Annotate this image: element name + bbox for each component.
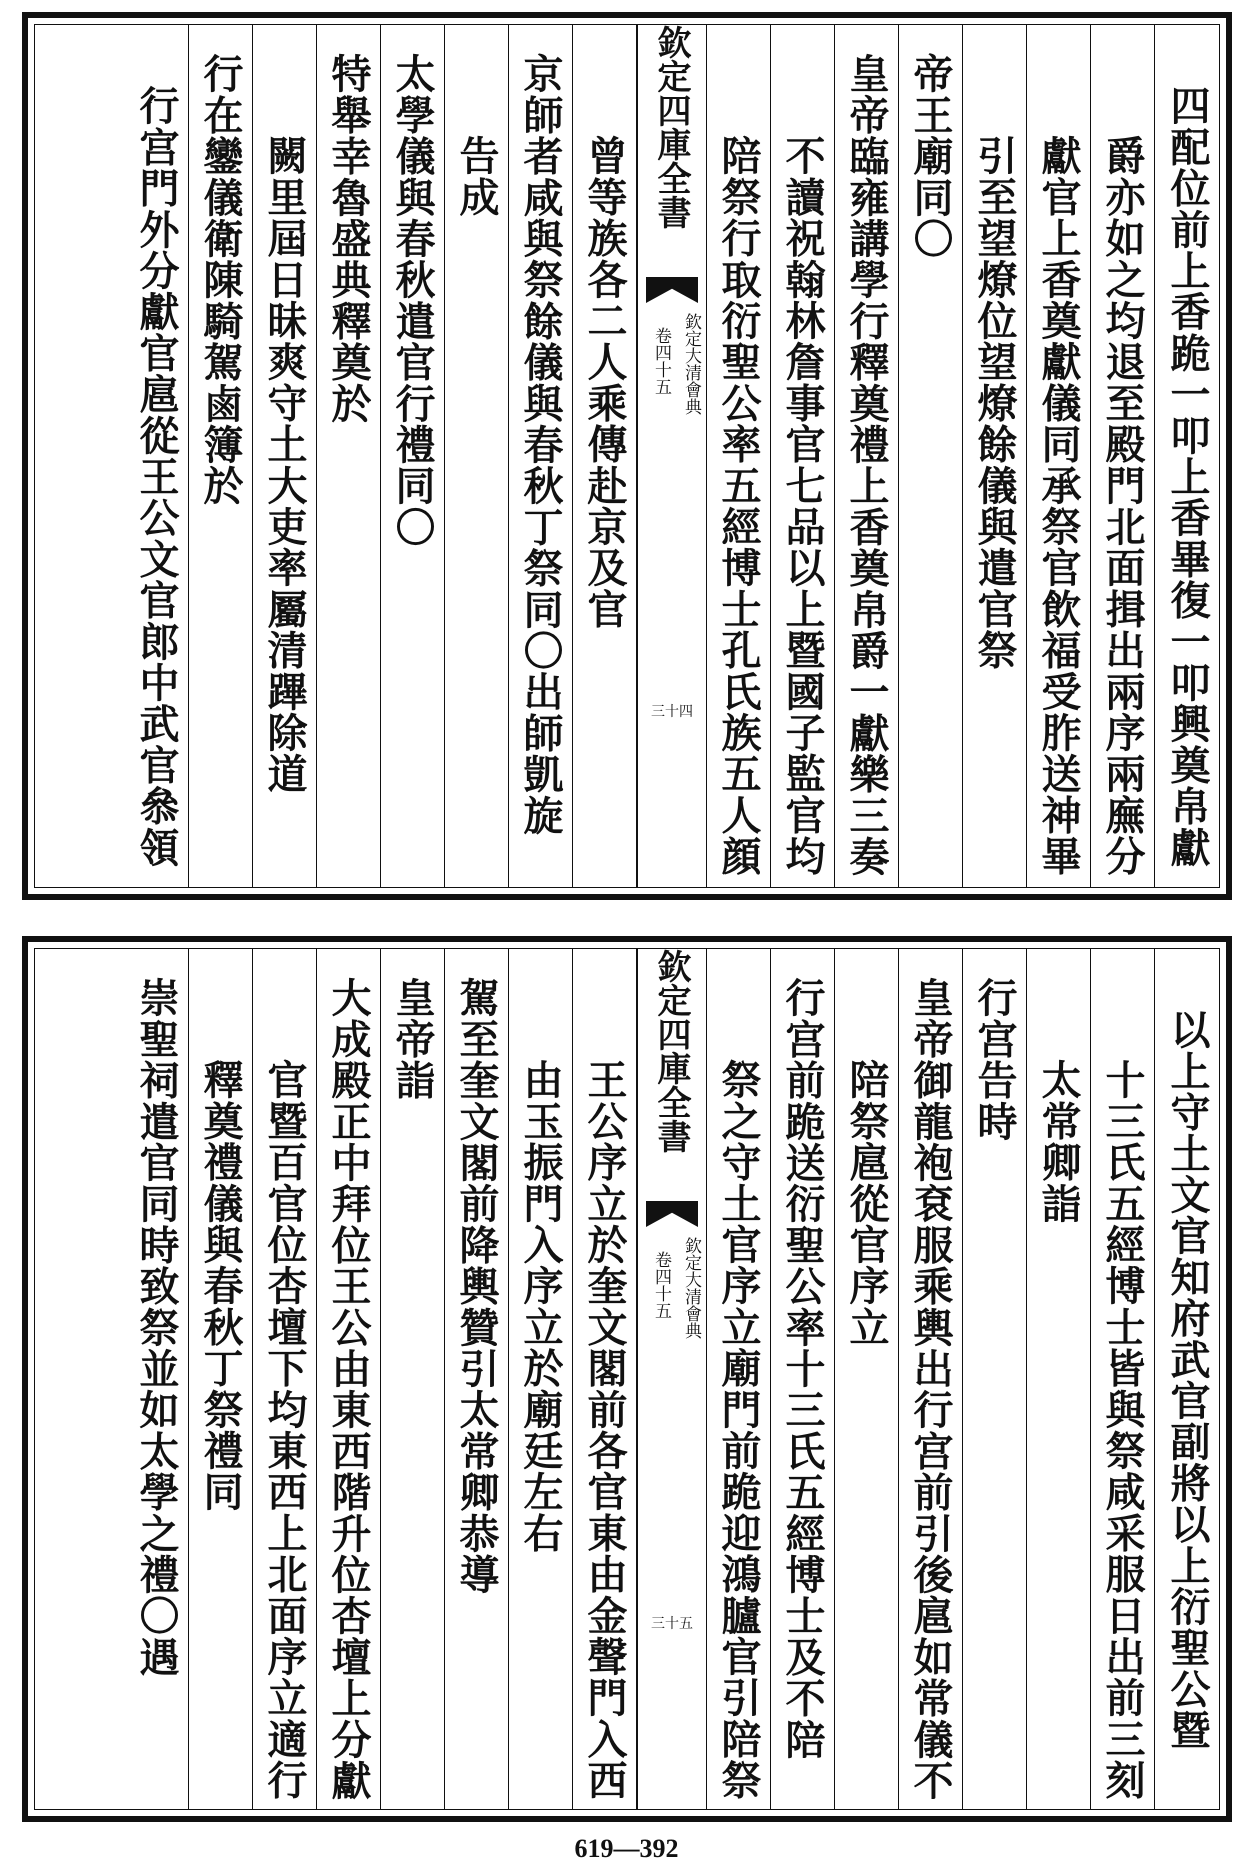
column-text: 駕至奎文閣前降輿贊引太常卿恭導 (453, 977, 500, 1595)
column-text: 十三氏五經博士皆與祭咸采服日出前三刻 (1099, 1059, 1146, 1801)
column-text: 由玉振門入序立於廟廷左右 (517, 1059, 564, 1554)
column-text: 陪祭扈從官序立 (843, 1059, 890, 1348)
top-col-l3 (445, 25, 509, 887)
fold-chapter: 卷四十五 (651, 327, 671, 395)
column-text: 獻官上香奠獻儀同承祭官飲福受胙送神畢 (1035, 135, 1082, 877)
top-col-r3 (1027, 25, 1091, 887)
top-col-r7 (771, 25, 835, 887)
column-text: 皇帝臨雍講學行釋奠禮上香奠帛爵一獻樂三奏 (843, 53, 890, 877)
bottom-col-l7 (189, 949, 253, 1809)
column-text: 官暨百官位杏壇下均東西上北面序立適行 (261, 1059, 308, 1801)
top-col-r1 (1155, 25, 1219, 887)
column-text: 大成殿正中拜位王公由東西階升位杏壇上分獻 (325, 977, 372, 1801)
top-page-inner-border (34, 24, 1220, 888)
column-text: 行宫前跪送衍聖公率十三氏五經博士及不陪 (779, 977, 826, 1760)
column-text: 闕里屆日昧爽守土大吏率屬清蹕除道 (261, 135, 308, 795)
column-text: 爵亦如之均退至殿門北面揖出兩序兩廡分 (1099, 135, 1146, 877)
fold-page-number: 三十四 (651, 704, 693, 720)
top-col-r6 (835, 25, 899, 887)
fold-page-number: 三十五 (651, 1616, 693, 1632)
top-page (22, 12, 1232, 900)
column-text: 皇帝詣 (389, 977, 436, 1101)
column-text: 釋奠禮儀與春秋丁祭禮同 (197, 1059, 244, 1513)
top-col-l5 (317, 25, 381, 887)
fold-work-title: 欽定大清會典 (681, 313, 701, 415)
top-col-l4 (381, 25, 445, 887)
bottom-fold-column (637, 949, 707, 1809)
column-text: 不讀祝翰林詹事官七品以上暨國子監官均 (779, 135, 826, 877)
column-text: 帝王廟同〇 (907, 53, 954, 259)
top-col-l8 (125, 25, 189, 887)
bottom-col-l3 (445, 949, 509, 1809)
top-col-r5 (899, 25, 963, 887)
bottom-col-r3 (1027, 949, 1091, 1809)
bottom-page-inner-border (34, 948, 1220, 1810)
column-text: 陪祭行取衍聖公率五經博士孔氏族五人顔 (715, 135, 762, 877)
bottom-col-r1 (1155, 949, 1219, 1809)
column-text: 祭之守土官序立廟門前跪迎鴻臚官引陪祭 (715, 1059, 762, 1801)
bottom-col-l2 (509, 949, 573, 1809)
fold-book-title: 欽定四庫全書 (651, 949, 691, 1153)
bottom-col-l1 (573, 949, 637, 1809)
column-text: 太學儀與春秋遣官行禮同〇 (389, 53, 436, 548)
bottom-col-r5 (899, 949, 963, 1809)
column-text: 行在鑾儀衛陳騎駕鹵簿於 (197, 53, 244, 507)
bottom-col-r7 (771, 949, 835, 1809)
column-text: 特舉幸魯盛典釋奠於 (325, 53, 372, 424)
top-col-r2 (1091, 25, 1155, 887)
fold-chapter: 卷四十五 (651, 1251, 671, 1319)
top-col-l1 (573, 25, 637, 887)
column-text: 告成 (453, 135, 500, 218)
bottom-col-l5 (317, 949, 381, 1809)
top-col-r8 (707, 25, 771, 887)
bottom-page (22, 936, 1232, 1822)
fish-tail-mark (646, 1201, 698, 1227)
bottom-col-l6 (253, 949, 317, 1809)
fold-work-title: 欽定大清會典 (681, 1237, 701, 1339)
top-col-l6 (253, 25, 317, 887)
bottom-col-l8 (125, 949, 189, 1809)
column-text: 以上守土文官知府武官副將以上衍聖公暨 (1164, 1009, 1211, 1751)
top-fold-column (637, 25, 707, 887)
column-text: 京師者咸與祭餘儀與春秋丁祭同〇出師凱旋 (517, 53, 564, 836)
column-text: 行宫門外分獻官扈從王公文官郎中武官叅領 (133, 85, 180, 868)
bottom-col-l4 (381, 949, 445, 1809)
column-text: 王公序立於奎文閣前各官東由金聲門入西 (581, 1059, 628, 1801)
fold-book-title: 欽定四庫全書 (651, 25, 691, 229)
bottom-col-r8 (707, 949, 771, 1809)
bottom-col-r6 (835, 949, 899, 1809)
column-text: 引至望燎位望燎餘儀與遣官祭 (971, 135, 1018, 671)
bottom-col-r2 (1091, 949, 1155, 1809)
column-text: 皇帝御龍袍袞服乘輿出行宫前引後扈如常儀不 (907, 977, 954, 1801)
column-text: 四配位前上香跪一叩上香畢復一叩興奠帛獻 (1164, 85, 1211, 868)
column-text: 崇聖祠遣官同時致祭並如太學之禮〇遇 (133, 977, 180, 1678)
fish-tail-mark (646, 277, 698, 303)
reprint-page-number: 619—392 (574, 1834, 679, 1863)
column-text: 曾等族各二人乘傳赴京及官 (581, 135, 628, 630)
bottom-col-r4 (963, 949, 1027, 1809)
top-col-r4 (963, 25, 1027, 887)
top-col-l2 (509, 25, 573, 887)
top-col-l7 (189, 25, 253, 887)
column-text: 行宫告時 (971, 977, 1018, 1142)
column-text: 太常卿詣 (1035, 1059, 1082, 1224)
